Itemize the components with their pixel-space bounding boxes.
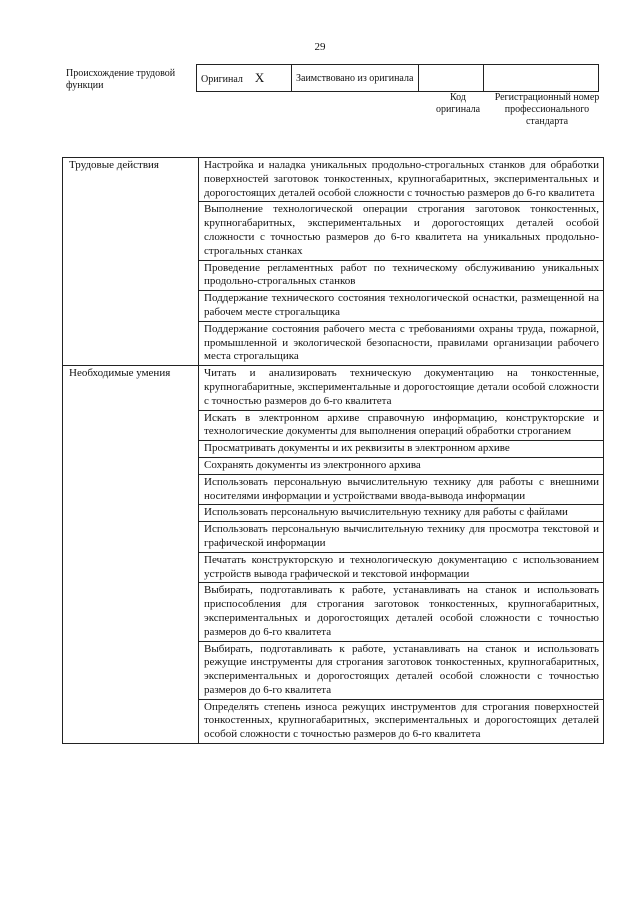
table-cell: Использовать персональную вычислительную технику для работы с файлами <box>199 505 604 522</box>
table-cell: Использовать персональную вычислительную технику для просмотра текстовой и графической информации <box>199 522 604 553</box>
reg-number-cell <box>484 65 599 92</box>
table-cell: Поддержание состояния рабочего места с требованиями охраны труда, пожарной, промышленной и экологической безопасности, правилами организации рабочего места строгальщика <box>199 321 604 365</box>
functions-table <box>62 157 604 744</box>
table-cell: Поддержание технического состояния технологической оснастки, размещенной на рабочем месте строгальщика <box>199 291 604 322</box>
table-cell: Просматривать документы и их реквизиты в электронном архиве <box>199 441 604 458</box>
table-cell: Определять степень износа режущих инструментов для строгания поверхностей тонкостенных, крупногабаритных, экспериментальных и дорогостоящих деталей особой сложности с точностью размеров до 6-го квалитета <box>199 699 604 743</box>
code-cell <box>419 65 484 92</box>
original-label: Оригинал <box>201 73 243 85</box>
original-mark: X <box>254 69 265 85</box>
section-heading: Трудовые действия <box>63 158 199 366</box>
table-cell: Проведение регламентных работ по техническому обслуживанию уникальных продольно-строгальных станков <box>199 260 604 291</box>
page-number: 29 <box>314 41 326 53</box>
borrowed-label: Заимствовано из оригинала <box>296 72 414 84</box>
original-cell <box>197 65 292 92</box>
table-row <box>63 158 604 202</box>
origin-table <box>196 64 599 92</box>
section-heading: Необходимые умения <box>63 366 199 744</box>
table-cell: Печатать конструкторскую и технологическую документацию с использованием устройств вывода графической и текстовой информации <box>199 552 604 583</box>
origin-label: Происхождение трудовой функции <box>66 68 176 91</box>
table-cell: Выполнение технологической операции строгания заготовок тонкостенных, крупногабаритных, экспериментальных и дорогостоящих деталей особой сложности с точностью размеров до 6-го квалитета на уникальных продольно-строгальных станках <box>199 202 604 260</box>
table-cell: Настройка и наладка уникальных продольно-строгальных станков для обработки поверхностей заготовок тонкостенных, крупногабаритных, экспериментальных и дорогостоящих деталей особой сложности с точностью размеров до 6-го квалитета <box>199 158 604 202</box>
table-cell: Искать в электронном архиве справочную информацию, конструкторские и технологические документы для выполнения операций обработки строганием <box>199 410 604 441</box>
table-cell: Использовать персональную вычислительную технику для работы с внешними носителями информации и устройствами ввода-вывода информации <box>199 474 604 505</box>
table-cell: Выбирать, подготавливать к работе, устанавливать на станок и использовать режущие инструменты для строгания заготовок тонкостенных, крупногабаритных, экспериментальных и дорогостоящих деталей особой сложности с точностью размеров до 6-го квалитета <box>199 641 604 699</box>
table-cell: Сохранять документы из электронного архива <box>199 457 604 474</box>
code-original-label: Код оригинала <box>435 92 481 115</box>
table-cell: Выбирать, подготавливать к работе, устанавливать на станок и использовать приспособления для строгания заготовок тонкостенных, крупногабаритных, экспериментальных и дорогостоящих деталей особой сложности с точностью размеров до 6-го квалитета <box>199 583 604 641</box>
table-row <box>63 366 604 410</box>
table-cell: Читать и анализировать техническую документацию на тонкостенные, крупногабаритные, экспериментальные и дорогостоящие детали особой сложности с точностью размеров до 6-го квалитета <box>199 366 604 410</box>
reg-number-label: Регистрационный номер профессионального стандарта <box>494 92 600 127</box>
borrowed-cell <box>292 65 419 92</box>
